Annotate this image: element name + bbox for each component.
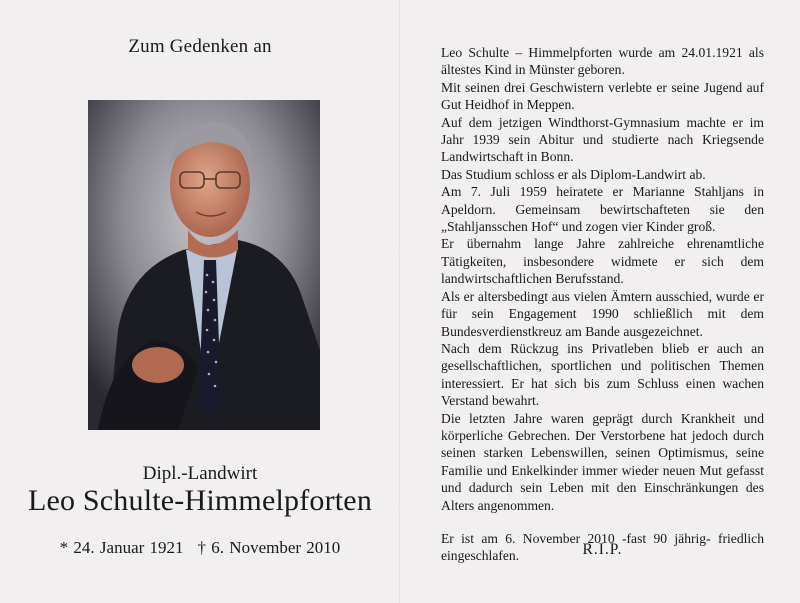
death-date: † 6. November 2010 <box>197 538 341 557</box>
birth-date: * 24. Januar 1921 <box>59 538 184 557</box>
title-label: Dipl.-Landwirt <box>142 463 258 484</box>
bio-paragraph: Nach dem Rückzug ins Privatleben blieb er auch an gesellschaftlichen, sportlichen und politischen Themen interessiert. Er hat sich bis zum Schluss einen wachen Verstand bewahrt. <box>441 340 764 409</box>
biography-text <box>441 44 764 565</box>
bio-paragraph: Er übernahm lange Jahre zahlreiche ehrenamtliche Tätigkeiten, insbesondere widmete er sich dem landwirtschaftlichen Berufsstand. <box>441 236 764 287</box>
bio-paragraph: Mit seinen drei Geschwistern verlebte er seine Jugend auf Gut Heidhof in Meppen. <box>441 79 764 113</box>
rip-text: R.I.P. <box>582 541 623 558</box>
bio-paragraph: Als er altersbedingt aus vielen Ämtern ausschied, wurde er für sein Engagement 1990 schließlich mit dem Bundesverdienstkreuz am Bande ausgezeichnet. <box>441 288 764 339</box>
bio-paragraph: Das Studium schloss er als Diplom-Landwirt ab. <box>441 166 706 182</box>
life-dates <box>0 538 400 558</box>
portrait-illustration <box>88 100 320 430</box>
deceased-name: Leo Schulte-Himmelpforten <box>27 484 373 517</box>
bio-paragraph: Leo Schulte – Himmelpforten wurde am 24.01.1921 als ältestes Kind in Münster geboren. <box>441 45 764 78</box>
closing-paragraph: Er ist am 6. November 2010 -fast 90 jährig- friedlich eingeschlafen. <box>441 530 764 564</box>
portrait-photo <box>88 100 320 430</box>
bio-paragraph: Die letzten Jahre waren geprägt durch Krankheit und körperliche Gebrechen. Der Verstorbene hat jedoch durch seinen starken Lebenswillen, seinen Optimismus, seine Familie und Enkelkinder immer wieder neuen Mut gefasst und dadurch sein Leben mit den Einschränkungen des Alters angenommen. <box>441 410 764 513</box>
page-fold <box>399 0 401 603</box>
memorial-heading: Zum Gedenken an <box>128 36 272 57</box>
bio-paragraph: Am 7. Juli 1959 heiratete er Marianne Stahljans in Apeldorn. Gemeinsam bewirtschafteten sie den „Stahljansschen Hof“ und zogen vier Kinder groß. <box>441 184 764 235</box>
bio-paragraph: Auf dem jetzigen Windthorst-Gymnasium machte er im Jahr 1939 sein Abitur und studierte nach Kriegsende Landwirtschaft in Bonn. <box>441 114 764 165</box>
